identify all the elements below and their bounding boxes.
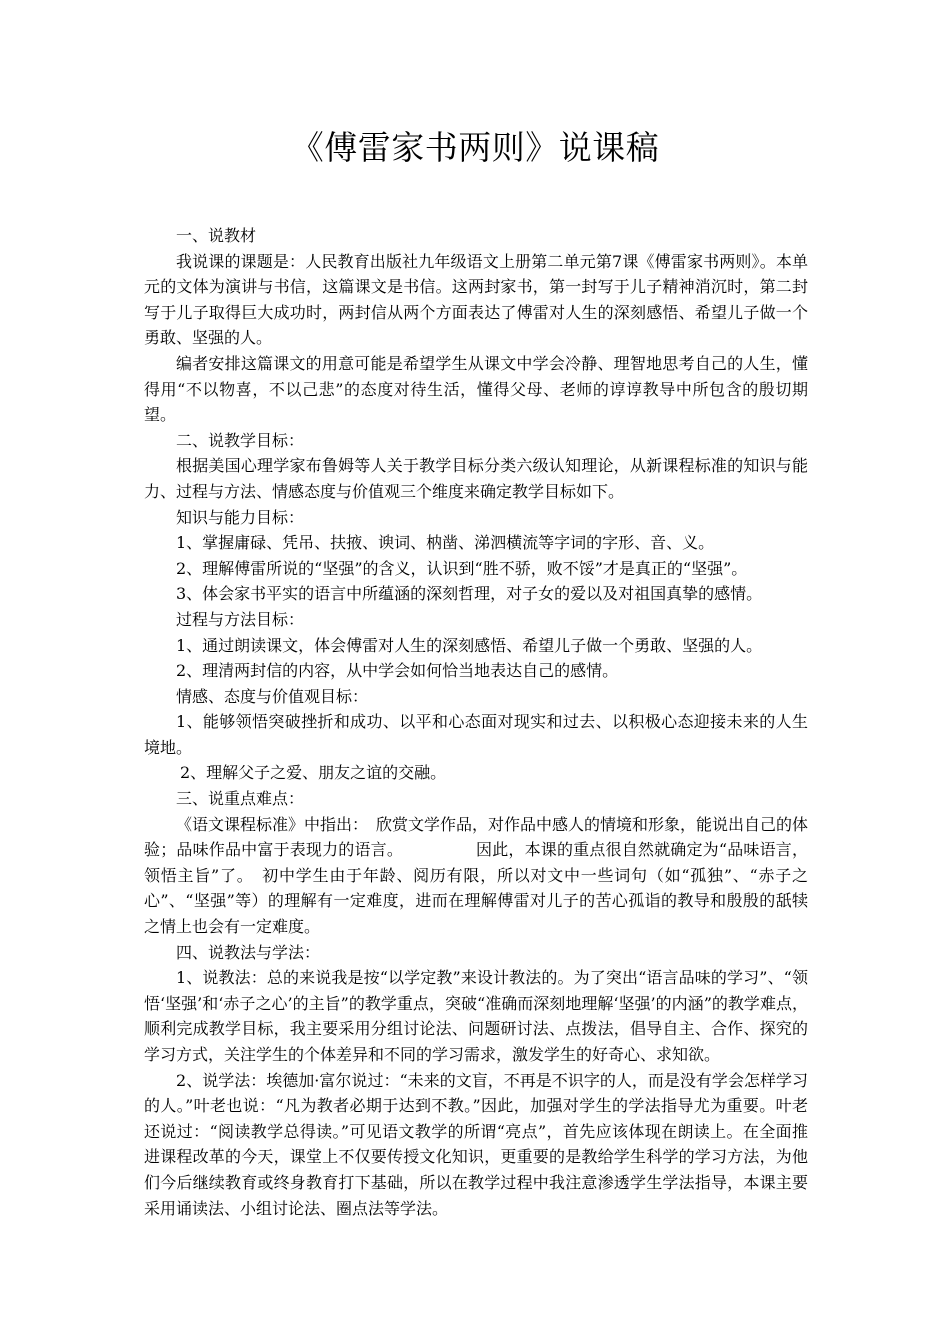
- section-heading-teaching-goals: 二、说教学目标：: [176, 430, 305, 450]
- paragraph: 1、说教法：总的来说我是按“以学定教”来设计教法的。为了突出“语言品味的学习”、“领悟‘坚强’和‘赤子之心’的主旨”的教学重点，突破“准确而深刻地理解‘坚强’的内涵”的教学难点，顺利完成教学目标，我主要采用分组讨论法、问题研讨法、点拨法，倡导自主、合作、探究的学习方式，关注学生的个体差异和不同的学习需求，激发学生的好奇心、求知欲。: [144, 968, 808, 1064]
- subheading-knowledge-goals: 知识与能力目标：: [176, 507, 305, 527]
- section-heading-key-points: 三、说重点难点：: [176, 789, 305, 809]
- paragraph: 2、说学法：埃德加·富尔说过：“未来的文盲，不再是不识字的人，而是没有学会怎样学习的人。”叶老也说：“凡为教者必期于达到不教。”因此，加强对学生的学法指导尤为重要。叶老还说过：“阅读教学总得读。”可见语文教学的所谓“亮点”，首先应该体现在朗读上。在全面推进课程改革的今天，课堂上不仅要传授文化知识，更重要的是教给学生科学的学习方法，为他们今后继续教育或终身教育打下基础，所以在教学过程中我注意渗透学生学法指导，本课主要采用诵读法、小组讨论法、圈点法等学法。: [144, 1070, 808, 1218]
- list-item: 1、掌握庸碌、凭吊、扶掖、谀词、枘凿、涕泗横流等字词的字形、音、义。: [176, 533, 715, 553]
- document-title: 《傅雷家书两则》说课稿: [290, 128, 660, 167]
- paragraph: 《语文课程标准》中指出： 欣赏文学作品，对作品中感人的情境和形象，能说出自己的体验；品味作品中富于表现力的语言。 因此，本课的重点很自然就确定为“品味语言，领悟主旨”了。 初中学生由于年龄、阅历有限，所以对文中一些词句（如“孤独”、“赤子之心”、“坚强”等）的理解有一定难度，进而在理解傅雷对儿子的苦心孤诣的教导和殷殷的舐犊之情上也会有一定难度。: [144, 814, 809, 937]
- list-item: 2、理清两封信的内容，从中学会如何恰当地表达自己的感情。: [176, 661, 619, 681]
- subheading-emotion-goals: 情感、态度与价值观目标：: [176, 686, 369, 706]
- subheading-process-goals: 过程与方法目标：: [176, 609, 305, 629]
- list-item: 1、能够领悟突破挫折和成功、以平和心态面对现实和过去、以积极心态迎接未来的人生境地。: [144, 712, 808, 757]
- paragraph: 我说课的课题是：人民教育出版社九年级语文上册第二单元第7课《傅雷家书两则》。本单元的文体为演讲与书信，这篇课文是书信。这两封家书，第一封写于儿子精神消沉时，第二封写于儿子取得巨大成功时，两封信从两个方面表达了傅雷对人生的深刻感悟、希望儿子做一个勇敢、坚强的人。: [144, 251, 808, 348]
- section-heading-methods: 四、说教法与学法：: [176, 942, 321, 962]
- paragraph: 编者安排这篇课文的用意可能是希望学生从课文中学会冷静、理智地思考自己的人生，懂得用“不以物喜，不以己悲”的态度对待生活，懂得父母、老师的谆谆教导中所包含的殷切期望。: [144, 353, 808, 425]
- list-item: 3、体会家书平实的语言中所蕴涵的深刻哲理，对子女的爱以及对祖国真挚的感情。: [176, 584, 763, 604]
- section-heading-teaching-material: 一、说教材: [176, 226, 257, 245]
- document-body: [144, 223, 808, 1221]
- list-item: 2、理解傅雷所说的“坚强”的含义，认识到“胜不骄，败不馁”才是真正的“坚强”。: [176, 558, 748, 578]
- list-item: 1、通过朗读课文，体会傅雷对人生的深刻感悟、希望儿子做一个勇敢、坚强的人。: [176, 635, 763, 655]
- list-item: 2、理解父子之爱、朋友之谊的交融。: [180, 763, 447, 783]
- paragraph: 根据美国心理学家布鲁姆等人关于教学目标分类六级认知理论，从新课程标准的知识与能力、过程与方法、情感态度与价值观三个维度来确定教学目标如下。: [144, 456, 808, 501]
